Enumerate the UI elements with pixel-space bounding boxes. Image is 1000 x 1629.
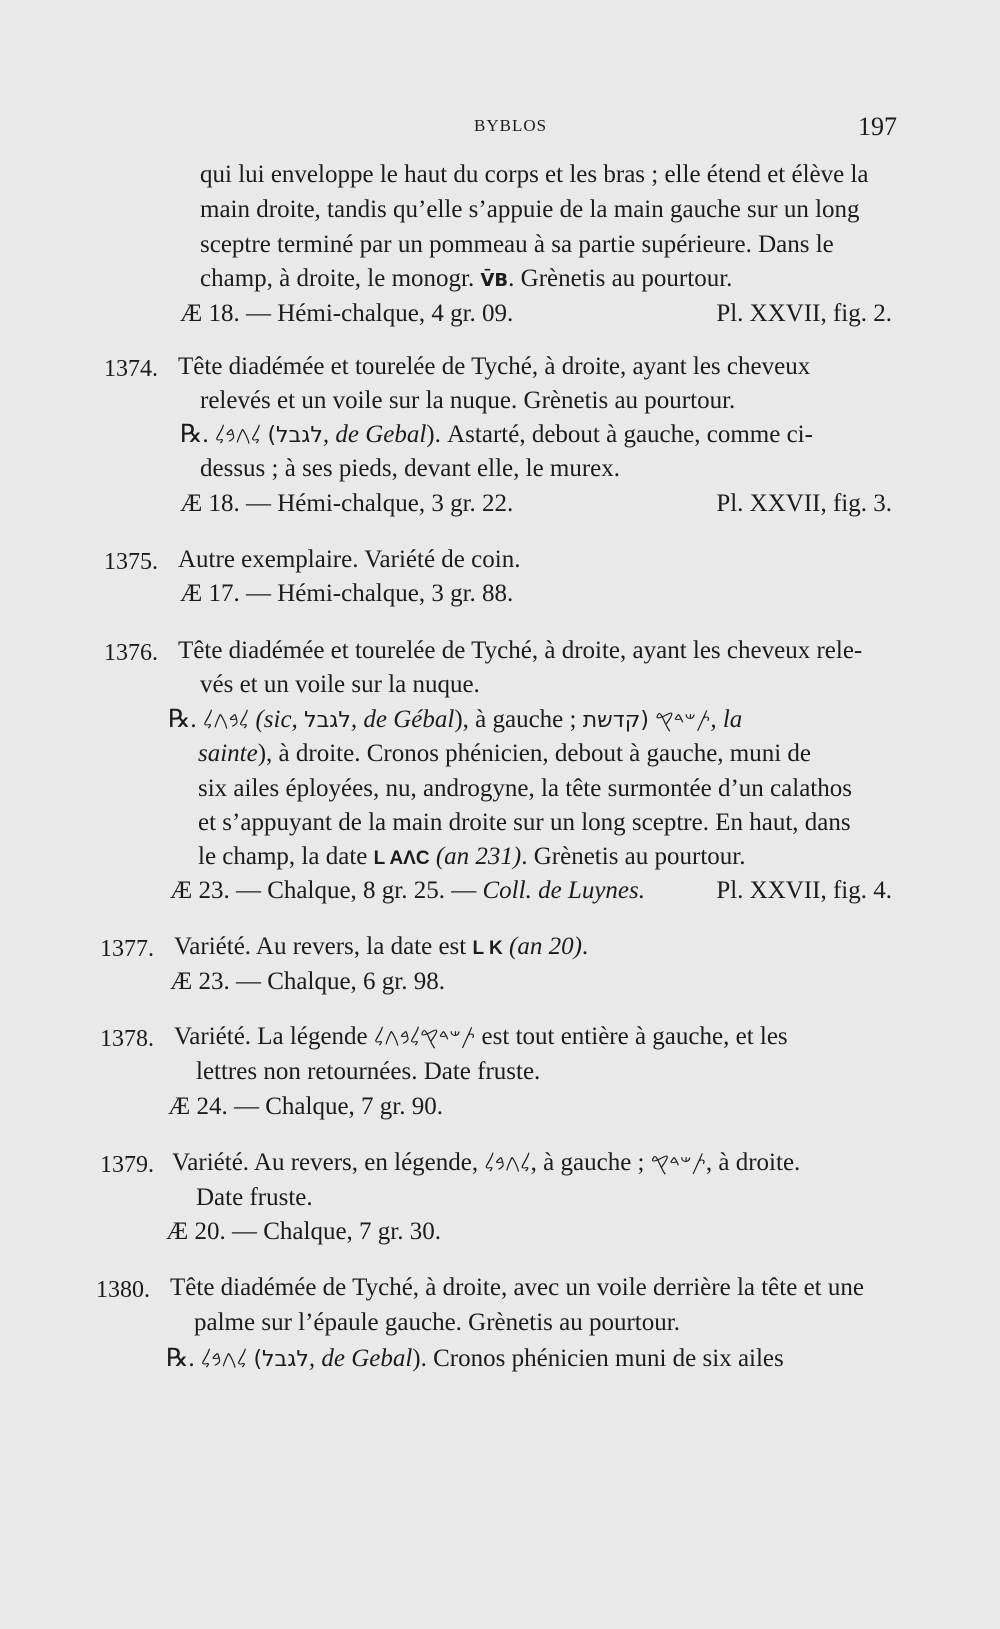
page-number: 197	[858, 112, 897, 141]
entry-number: 1378.	[100, 1026, 154, 1052]
text-line: vés et un voile sur la nuque.	[200, 671, 480, 698]
text-line: main droite, tandis qu’elle s’appuie de la main gauche sur un long	[200, 196, 860, 223]
date-legend: L K	[472, 938, 503, 959]
phoenician-legend: 𐤋𐤁𐤂𐤋	[202, 708, 250, 733]
weight-line: Æ 23. — Chalque, 8 gr. 25. — Coll. de Luynes.	[170, 877, 645, 904]
weight-line: Æ 20. — Chalque, 7 gr. 30.	[166, 1218, 441, 1245]
phoenician-legend: 𐤋𐤂𐤁𐤋	[214, 423, 262, 448]
hebrew-transcription: (לגבל	[253, 1347, 309, 1372]
entry-number: 1374.	[104, 356, 158, 382]
entry-number: 1377.	[100, 936, 154, 962]
weight-line: Æ 23. — Chalque, 6 gr. 98.	[170, 968, 445, 995]
running-title: BYBLOS	[474, 116, 548, 135]
hebrew-transcription: לגבל	[304, 708, 351, 733]
text-line: ℞. 𐤋𐤂𐤁𐤋 (לגבל, de Gebal). Astarté, debout à gauche, comme ci-	[180, 421, 813, 448]
phoenician-legend: 𐤕𐤔𐤃𐤒𐤋𐤁𐤂𐤋	[373, 1025, 476, 1050]
phoenician-legend: 𐤋𐤂𐤁𐤋	[484, 1151, 531, 1176]
text-line: relevés et un voile sur la nuque. Grènetis au pourtour.	[200, 387, 736, 414]
running-head	[0, 112, 1000, 152]
text-line: Tête diadémée de Tyché, à droite, avec un voile derrière la tête et une	[170, 1274, 864, 1301]
plate-reference: Pl. XXVII, fig. 3.	[716, 490, 892, 517]
text-line: Variété. Au revers, en légende, 𐤋𐤂𐤁𐤋, à gauche ; 𐤕𐤔𐤃𐤒, à droite.	[172, 1149, 801, 1176]
reverse-sign: ℞.	[168, 706, 197, 733]
plate-reference: Pl. XXVII, fig. 2.	[716, 300, 892, 327]
text-line: ℞. 𐤋𐤁𐤂𐤋 (sic, לגבל, de Gébal), à gauche ; 𐤕𐤔𐤃𐤒 (קדשת , la	[168, 706, 743, 733]
hebrew-transcription: (לגבל	[267, 423, 323, 448]
date-legend: L AΛC	[373, 848, 430, 869]
reverse-sign: ℞.	[180, 421, 209, 448]
text-line: Tête diadémée et tourelée de Tyché, à droite, ayant les cheveux rele-	[178, 637, 863, 664]
entry-number: 1376.	[104, 640, 158, 666]
entry-number: 1380.	[96, 1277, 150, 1303]
phoenician-legend: 𐤕𐤔𐤃𐤒	[650, 1151, 706, 1176]
phoenician-legend: 𐤋𐤂𐤁𐤋	[200, 1347, 248, 1372]
text-line: Tête diadémée et tourelée de Tyché, à droite, ayant les cheveux	[178, 353, 811, 380]
hebrew-transcription: (קדשת	[582, 708, 649, 733]
reverse-sign: ℞.	[166, 1345, 195, 1372]
weight-line: Æ 18. — Hémi-chalque, 3 gr. 22.	[180, 490, 514, 517]
entry-number: 1379.	[100, 1152, 154, 1178]
weight-line: Æ 18. — Hémi-chalque, 4 gr. 09.	[180, 300, 514, 327]
text-line: Variété. La légende 𐤕𐤔𐤃𐤒𐤋𐤁𐤂𐤋 est tout entière à gauche, et les	[174, 1023, 788, 1050]
entry-number: 1375.	[104, 549, 158, 575]
text-line: Autre exemplaire. Variété de coin.	[178, 546, 521, 573]
text-line: Date fruste.	[196, 1184, 313, 1211]
text-line: ℞. 𐤋𐤂𐤁𐤋 (לגבל, de Gebal). Cronos phénicien muni de six ailes	[166, 1345, 784, 1372]
text-line: lettres non retournées. Date fruste.	[196, 1058, 541, 1085]
plate-reference: Pl. XXVII, fig. 4.	[716, 877, 892, 904]
weight-line: Æ 24. — Chalque, 7 gr. 90.	[168, 1093, 443, 1120]
text-line: six ailes éployées, nu, androgyne, la tête surmontée d’un calathos	[198, 775, 852, 802]
weight-line: Æ 17. — Hémi-chalque, 3 gr. 88.	[180, 580, 514, 607]
phoenician-legend: 𐤕𐤔𐤃𐤒	[655, 708, 711, 733]
text-line: et s’appuyant de la main droite sur un long sceptre. En haut, dans	[198, 809, 851, 836]
monogram: V̄B	[480, 270, 509, 291]
text-line: dessus ; à ses pieds, devant elle, le murex.	[200, 455, 621, 482]
text-line: le champ, la date L AΛC (an 231). Grènetis au pourtour.	[198, 843, 746, 870]
text-line: Variété. Au revers, la date est L K (an 20).	[174, 933, 589, 960]
text-line: palme sur l’épaule gauche. Grènetis au pourtour.	[194, 1309, 680, 1336]
text-line: sceptre terminé par un pommeau à sa partie supérieure. Dans le	[200, 231, 834, 258]
text-line: sainte), à droite. Cronos phénicien, debout à gauche, muni de	[198, 740, 812, 767]
text-line: qui lui enveloppe le haut du corps et les bras ; elle étend et élève la	[200, 161, 869, 188]
text-line: champ, à droite, le monogr. V̄B. Grènetis au pourtour.	[200, 265, 733, 292]
